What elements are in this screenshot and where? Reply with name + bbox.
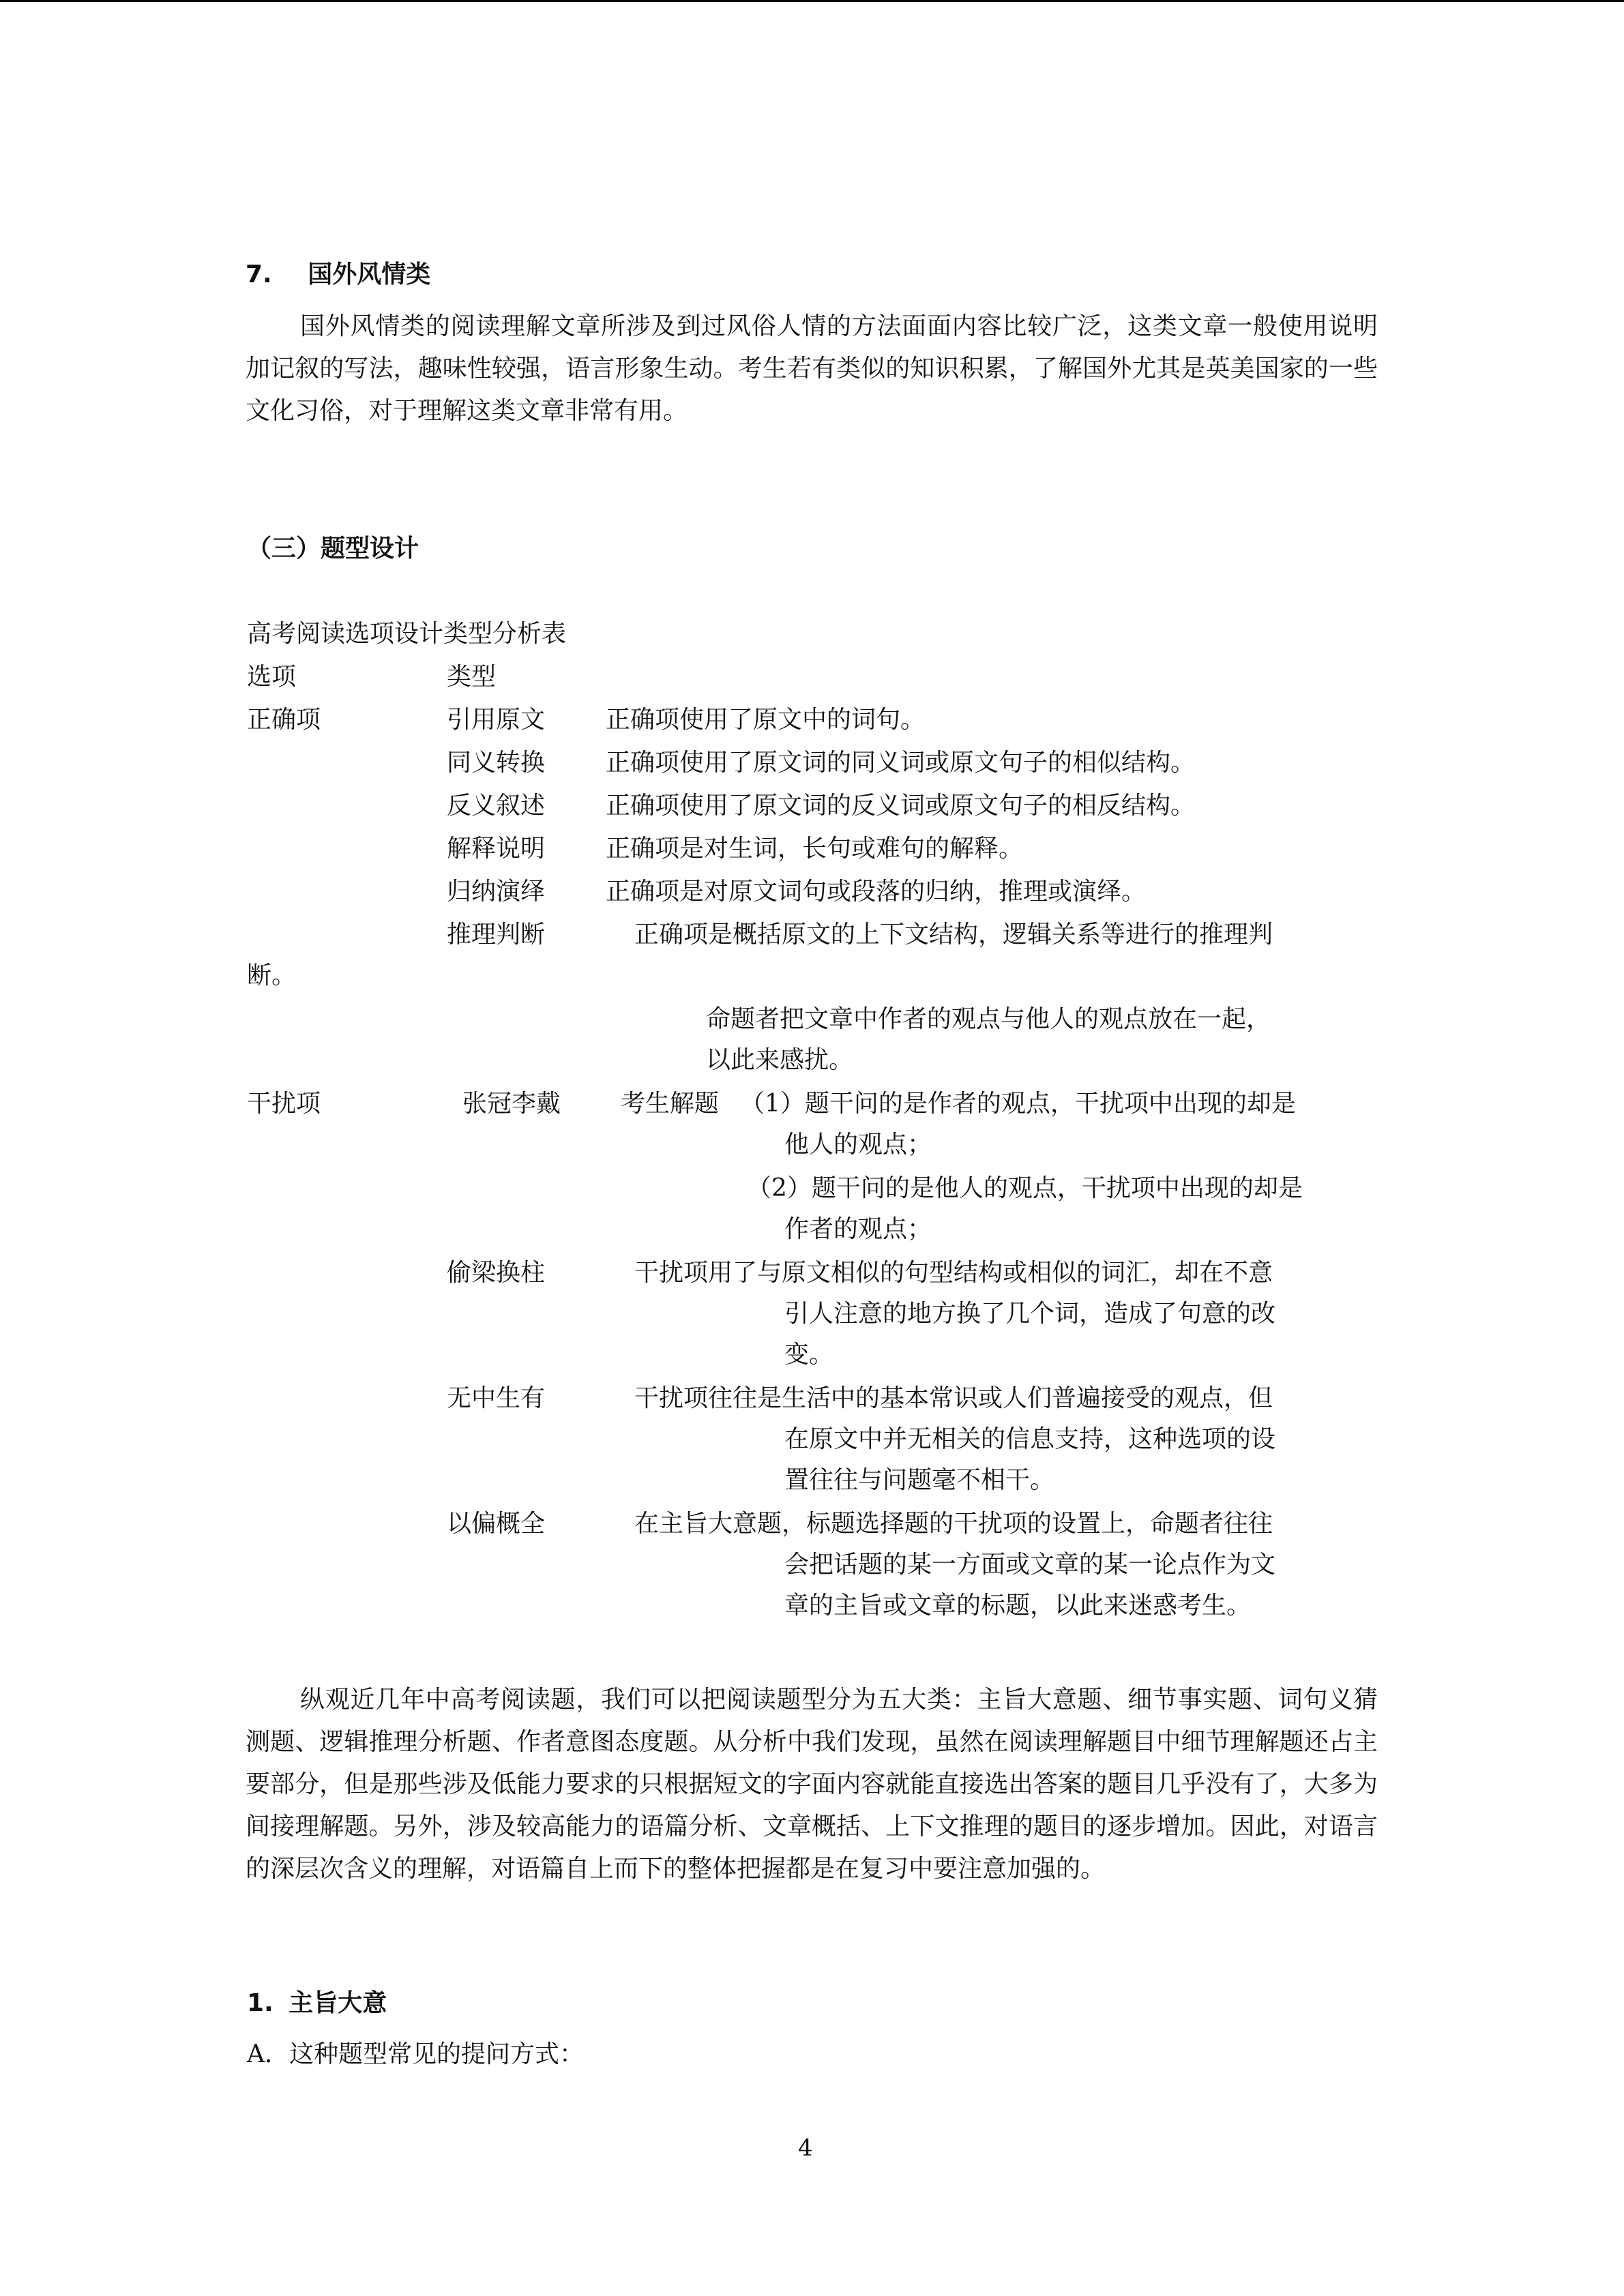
page-top-border (0, 0, 1624, 2)
correct-type: 引用原文 (447, 706, 546, 734)
summary-paragraph: 纵观近几年中高考阅读题，我们可以把阅读题型分为五大类：主旨大意题、细节事实题、词句义猜测题、逻辑推理分析题、作者意图态度题。从分析中我们发现，虽然在阅读理解题目中细节理解题还占主要部分，但是那些涉及低能力要求的只根据短文的字面内容就能直接选出答案的题目几乎没有了，大多为间接理解题。另外，涉及较高能力的语篇分析、文章概括、上下文推理的题目的逐步增加。因此，对语言的深层次含义的理解，对语篇自上而下的整体把握都是在复习中要注意加强的。 (246, 1686, 1378, 1883)
distractor-desc: 干扰项往往是生活中的基本常识或人们普遍接受的观点，但 (634, 1384, 1273, 1412)
distractor-desc: 干扰项用了与原文相似的句型结构或相似的词汇，却在不意 (634, 1259, 1273, 1287)
zhang-type: 张冠李戴 (462, 1090, 561, 1118)
section1-heading (247, 1988, 387, 2019)
page-number: 4 (798, 2134, 813, 2162)
section7-title: 国外风情类 (308, 260, 431, 288)
zhang-point1-cont: 他人的观点； (784, 1131, 932, 1159)
section7-number: 7. (246, 260, 272, 288)
correct-type: 归纳演绎 (447, 878, 546, 906)
distractor-intro-line1: 命题者把文章中作者的观点与他人的观点放在一起， (706, 1005, 1271, 1033)
distractor-type: 无中生有 (447, 1384, 546, 1412)
correct-desc: 正确项是对生词，长句或难句的解释。 (606, 835, 1024, 863)
section1-title: 主旨大意 (289, 1989, 387, 2017)
correct-desc: 正确项是对原文词句或段落的归纳，推理或演绎。 (606, 878, 1147, 906)
distractor-label: 干扰项 (247, 1090, 321, 1118)
table-header-option: 选项 (247, 663, 297, 691)
correct-type: 同义转换 (447, 749, 546, 777)
correct-label: 正确项 (247, 706, 321, 734)
inference-desc: 正确项是概括原文的上下文结构，逻辑关系等进行的推理判 (634, 921, 1273, 949)
distractor-desc: 置往往与问题毫不相干。 (784, 1466, 1055, 1494)
inference-desc-cont: 断。 (247, 961, 297, 989)
zhang-point2: （2）题干问的是他人的观点，干扰项中出现的却是 (747, 1174, 1303, 1202)
distractor-desc: 在主旨大意题，标题选择题的干扰项的设置上，命题者往往 (634, 1510, 1273, 1538)
distractor-desc: 引人注意的地方换了几个词，造成了句意的改 (784, 1300, 1276, 1328)
distractor-type: 以偏概全 (447, 1510, 546, 1538)
table-title: 高考阅读选项设计类型分析表 (247, 620, 567, 648)
correct-desc: 正确项使用了原文词的反义词或原文句子的相反结构。 (606, 792, 1196, 820)
correct-desc: 正确项使用了原文中的词句。 (606, 706, 926, 734)
distractor-desc: 会把话题的某一方面或文章的某一论点作为文 (784, 1551, 1276, 1579)
distractor-intro-line2: 以此来感扰。 (706, 1046, 854, 1074)
section7-heading (246, 259, 430, 290)
section3-heading: （三）题型设计 (247, 535, 419, 563)
distractor-desc: 在原文中并无相关的信息支持，这种选项的设 (784, 1425, 1276, 1453)
table-header-type: 类型 (447, 663, 497, 691)
distractor-type: 偷梁换柱 (447, 1259, 546, 1287)
section1-number: 1. (247, 1989, 274, 2017)
correct-type: 反义叙述 (447, 792, 546, 820)
zhang-point2-cont: 作者的观点； (784, 1215, 932, 1243)
section7-paragraph: 国外风情类的阅读理解文章所涉及到过风俗人情的方法面面内容比较广泛，这类文章一般使用说明加记叙的写法，趣味性较强，语言形象生动。考生若有类似的知识积累，了解国外尤其是英美国家的一些文化习俗，对于理解这类文章非常有用。 (246, 312, 1378, 425)
distractor-desc: 变。 (784, 1341, 834, 1369)
zhang-point1: （1）题干问的是作者的观点，干扰项中出现的却是 (740, 1090, 1296, 1118)
distractor-desc: 章的主旨或文章的标题，以此来迷惑考生。 (784, 1592, 1252, 1620)
correct-desc: 正确项使用了原文词的同义词或原文句子的相似结构。 (606, 749, 1196, 777)
zhang-prefix: 考生解题 (621, 1090, 720, 1118)
section1-item-a: A．这种题型常见的提问方式： (247, 2040, 584, 2068)
correct-type: 解释说明 (447, 835, 546, 863)
inference-type: 推理判断 (447, 921, 546, 949)
